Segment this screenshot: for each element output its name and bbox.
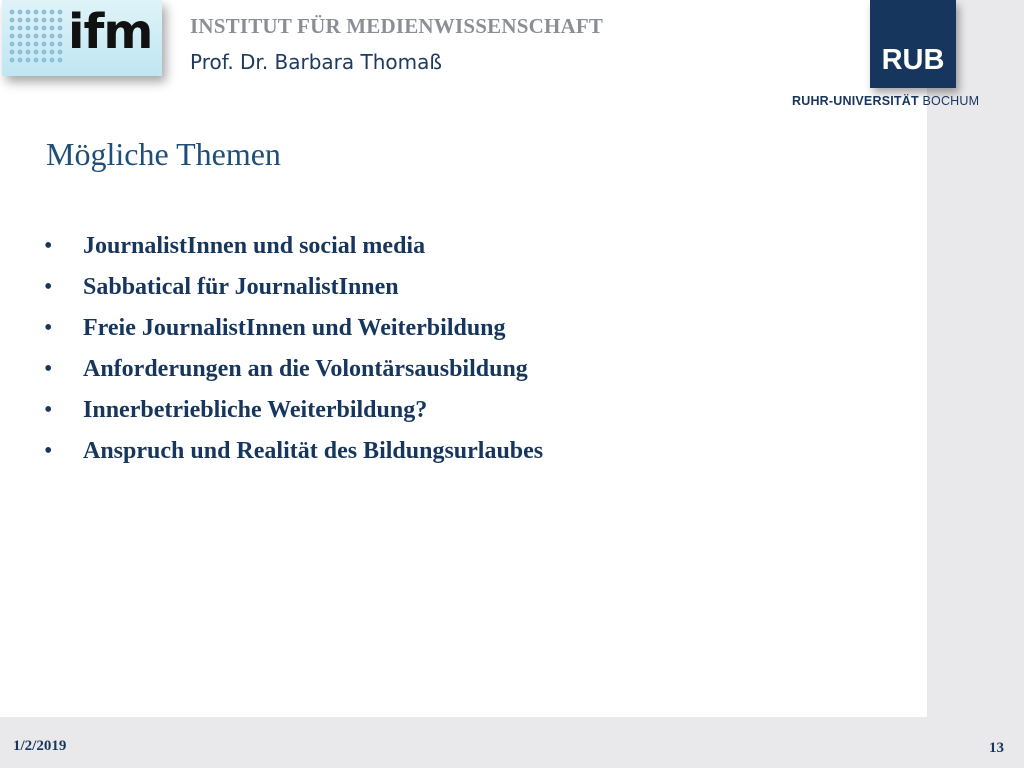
topic-list: [44, 226, 543, 472]
bullet-icon: •: [44, 233, 53, 259]
right-side-band: [927, 0, 1024, 768]
university-name-light: BOCHUM: [918, 94, 980, 108]
bullet-icon: •: [44, 356, 53, 382]
list-item: [44, 390, 543, 431]
list-item: [44, 226, 543, 267]
footer-date: 1/2/2019: [13, 738, 67, 754]
rub-logo-text: RUB: [881, 44, 945, 76]
university-name-bold: RUHR-UNIVERSITÄT: [792, 94, 919, 108]
footer-band: [0, 717, 1024, 768]
bullet-icon: •: [44, 315, 53, 341]
list-item-text: Innerbetriebliche Weiterbildung?: [83, 397, 428, 423]
bullet-icon: •: [44, 438, 53, 464]
university-name: [792, 94, 979, 108]
list-item-text: Freie JournalistInnen und Weiterbildung: [83, 315, 506, 341]
ifm-logo-text: ifm: [68, 4, 153, 60]
rub-logo: [870, 0, 956, 88]
list-item-text: Anforderungen an die Volontärsausbildung: [83, 356, 528, 382]
list-item: [44, 267, 543, 308]
list-item: [44, 308, 543, 349]
slide-title: Mögliche Themen: [46, 136, 281, 172]
list-item-text: Anspruch und Realität des Bildungsurlaubes: [83, 438, 544, 464]
page-number: 13: [989, 740, 1004, 756]
list-item-text: Sabbatical für JournalistInnen: [83, 274, 399, 300]
institute-name: INSTITUT FÜR MEDIENWISSENSCHAFT: [190, 14, 604, 38]
list-item: [44, 431, 543, 472]
ifm-logo: [2, 0, 162, 76]
ifm-dot-pattern-icon: [8, 8, 64, 64]
professor-name: Prof. Dr. Barbara Thomaß: [190, 50, 442, 74]
list-item: [44, 349, 543, 390]
list-item-text: JournalistInnen und social media: [83, 233, 426, 259]
bullet-icon: •: [44, 397, 53, 423]
bullet-icon: •: [44, 274, 53, 300]
